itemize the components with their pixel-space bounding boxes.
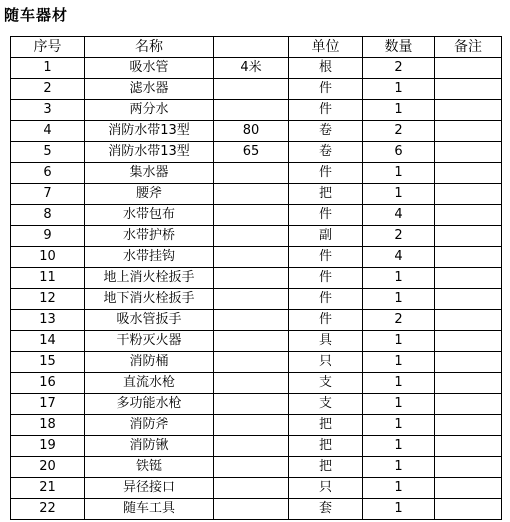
cell-remark	[435, 247, 502, 268]
cell-name: 吸水管	[85, 58, 214, 79]
table-row	[11, 499, 502, 520]
cell-quantity: 2	[363, 121, 435, 142]
cell-remark	[435, 142, 502, 163]
cell-index: 17	[11, 394, 85, 415]
cell-name: 水带护桥	[85, 226, 214, 247]
cell-quantity: 1	[363, 352, 435, 373]
cell-unit: 具	[289, 331, 363, 352]
cell-spec	[214, 289, 289, 310]
cell-spec	[214, 478, 289, 499]
cell-spec	[214, 226, 289, 247]
cell-quantity: 1	[363, 331, 435, 352]
cell-quantity: 2	[363, 226, 435, 247]
cell-unit: 件	[289, 268, 363, 289]
table-row	[11, 478, 502, 499]
cell-spec	[214, 394, 289, 415]
cell-quantity: 4	[363, 205, 435, 226]
table-row	[11, 352, 502, 373]
table-row	[11, 142, 502, 163]
cell-name: 滤水器	[85, 79, 214, 100]
cell-remark	[435, 163, 502, 184]
column-header-index: 序号	[11, 37, 85, 58]
table-row	[11, 310, 502, 331]
cell-index: 13	[11, 310, 85, 331]
cell-spec: 65	[214, 142, 289, 163]
cell-name: 集水器	[85, 163, 214, 184]
cell-index: 9	[11, 226, 85, 247]
cell-unit: 把	[289, 436, 363, 457]
cell-index: 6	[11, 163, 85, 184]
cell-spec	[214, 184, 289, 205]
cell-remark	[435, 268, 502, 289]
cell-name: 水带包布	[85, 205, 214, 226]
cell-spec	[214, 205, 289, 226]
cell-quantity: 1	[363, 457, 435, 478]
cell-quantity: 1	[363, 79, 435, 100]
table-row	[11, 226, 502, 247]
cell-unit: 根	[289, 58, 363, 79]
cell-index: 2	[11, 79, 85, 100]
cell-unit: 只	[289, 478, 363, 499]
cell-index: 3	[11, 100, 85, 121]
cell-unit: 件	[289, 163, 363, 184]
cell-unit: 支	[289, 394, 363, 415]
cell-quantity: 1	[363, 184, 435, 205]
cell-name: 直流水枪	[85, 373, 214, 394]
cell-spec	[214, 310, 289, 331]
cell-unit: 卷	[289, 121, 363, 142]
table-row	[11, 289, 502, 310]
cell-unit: 件	[289, 79, 363, 100]
table-row	[11, 163, 502, 184]
table-row	[11, 121, 502, 142]
cell-spec: 80	[214, 121, 289, 142]
cell-name: 地上消火栓扳手	[85, 268, 214, 289]
cell-index: 15	[11, 352, 85, 373]
column-header-spec	[214, 37, 289, 58]
cell-spec	[214, 79, 289, 100]
cell-remark	[435, 58, 502, 79]
cell-unit: 套	[289, 499, 363, 520]
cell-unit: 件	[289, 247, 363, 268]
cell-quantity: 4	[363, 247, 435, 268]
cell-index: 5	[11, 142, 85, 163]
cell-name: 消防水带13型	[85, 142, 214, 163]
cell-index: 11	[11, 268, 85, 289]
cell-remark	[435, 331, 502, 352]
cell-quantity: 1	[363, 100, 435, 121]
table-header-row	[11, 37, 502, 58]
cell-unit: 件	[289, 310, 363, 331]
cell-quantity: 2	[363, 310, 435, 331]
cell-remark	[435, 226, 502, 247]
cell-spec	[214, 268, 289, 289]
cell-quantity: 1	[363, 373, 435, 394]
cell-remark	[435, 436, 502, 457]
cell-unit: 把	[289, 184, 363, 205]
cell-spec	[214, 457, 289, 478]
cell-remark	[435, 289, 502, 310]
cell-spec	[214, 352, 289, 373]
cell-remark	[435, 394, 502, 415]
page-title: 随车器材	[4, 6, 69, 24]
cell-unit: 副	[289, 226, 363, 247]
table-row	[11, 457, 502, 478]
cell-quantity: 1	[363, 394, 435, 415]
cell-unit: 件	[289, 289, 363, 310]
table-row	[11, 100, 502, 121]
cell-name: 消防斧	[85, 415, 214, 436]
cell-spec	[214, 331, 289, 352]
cell-spec	[214, 499, 289, 520]
table-row	[11, 331, 502, 352]
cell-remark	[435, 499, 502, 520]
cell-remark	[435, 415, 502, 436]
cell-spec: 4米	[214, 58, 289, 79]
cell-spec	[214, 100, 289, 121]
cell-unit: 件	[289, 205, 363, 226]
table-row	[11, 436, 502, 457]
cell-index: 12	[11, 289, 85, 310]
cell-name: 随车工具	[85, 499, 214, 520]
cell-unit: 件	[289, 100, 363, 121]
cell-quantity: 1	[363, 415, 435, 436]
cell-unit: 把	[289, 457, 363, 478]
cell-remark	[435, 352, 502, 373]
cell-index: 21	[11, 478, 85, 499]
cell-quantity: 6	[363, 142, 435, 163]
cell-index: 19	[11, 436, 85, 457]
cell-spec	[214, 163, 289, 184]
cell-unit: 卷	[289, 142, 363, 163]
cell-name: 腰斧	[85, 184, 214, 205]
cell-index: 16	[11, 373, 85, 394]
table-row	[11, 415, 502, 436]
equipment-table	[10, 36, 502, 520]
column-header-quantity: 数量	[363, 37, 435, 58]
cell-quantity: 1	[363, 268, 435, 289]
table-row	[11, 247, 502, 268]
table-row	[11, 184, 502, 205]
cell-quantity: 2	[363, 58, 435, 79]
cell-name: 异径接口	[85, 478, 214, 499]
cell-unit: 支	[289, 373, 363, 394]
cell-index: 8	[11, 205, 85, 226]
cell-remark	[435, 310, 502, 331]
cell-quantity: 1	[363, 499, 435, 520]
cell-index: 10	[11, 247, 85, 268]
cell-name: 消防锹	[85, 436, 214, 457]
cell-remark	[435, 478, 502, 499]
cell-index: 7	[11, 184, 85, 205]
column-header-unit: 单位	[289, 37, 363, 58]
cell-remark	[435, 205, 502, 226]
cell-remark	[435, 79, 502, 100]
table-row	[11, 58, 502, 79]
cell-name: 铁铤	[85, 457, 214, 478]
cell-name: 消防桶	[85, 352, 214, 373]
column-header-name: 名称	[85, 37, 214, 58]
cell-name: 吸水管扳手	[85, 310, 214, 331]
table-row	[11, 373, 502, 394]
cell-quantity: 1	[363, 289, 435, 310]
cell-unit: 只	[289, 352, 363, 373]
cell-spec	[214, 373, 289, 394]
table-body	[11, 58, 502, 520]
cell-name: 水带挂钩	[85, 247, 214, 268]
cell-spec	[214, 247, 289, 268]
cell-quantity: 1	[363, 478, 435, 499]
column-header-remark: 备注	[435, 37, 502, 58]
cell-name: 消防水带13型	[85, 121, 214, 142]
cell-index: 18	[11, 415, 85, 436]
cell-name: 多功能水枪	[85, 394, 214, 415]
cell-remark	[435, 184, 502, 205]
table-row	[11, 268, 502, 289]
cell-name: 两分水	[85, 100, 214, 121]
cell-remark	[435, 100, 502, 121]
cell-unit: 把	[289, 415, 363, 436]
table-row	[11, 79, 502, 100]
cell-quantity: 1	[363, 163, 435, 184]
cell-spec	[214, 415, 289, 436]
cell-remark	[435, 373, 502, 394]
cell-index: 14	[11, 331, 85, 352]
cell-spec	[214, 436, 289, 457]
cell-index: 1	[11, 58, 85, 79]
table-row	[11, 394, 502, 415]
cell-name: 地下消火栓扳手	[85, 289, 214, 310]
cell-remark	[435, 457, 502, 478]
cell-remark	[435, 121, 502, 142]
cell-index: 20	[11, 457, 85, 478]
cell-index: 22	[11, 499, 85, 520]
table-row	[11, 205, 502, 226]
cell-quantity: 1	[363, 436, 435, 457]
cell-name: 干粉灭火器	[85, 331, 214, 352]
cell-index: 4	[11, 121, 85, 142]
